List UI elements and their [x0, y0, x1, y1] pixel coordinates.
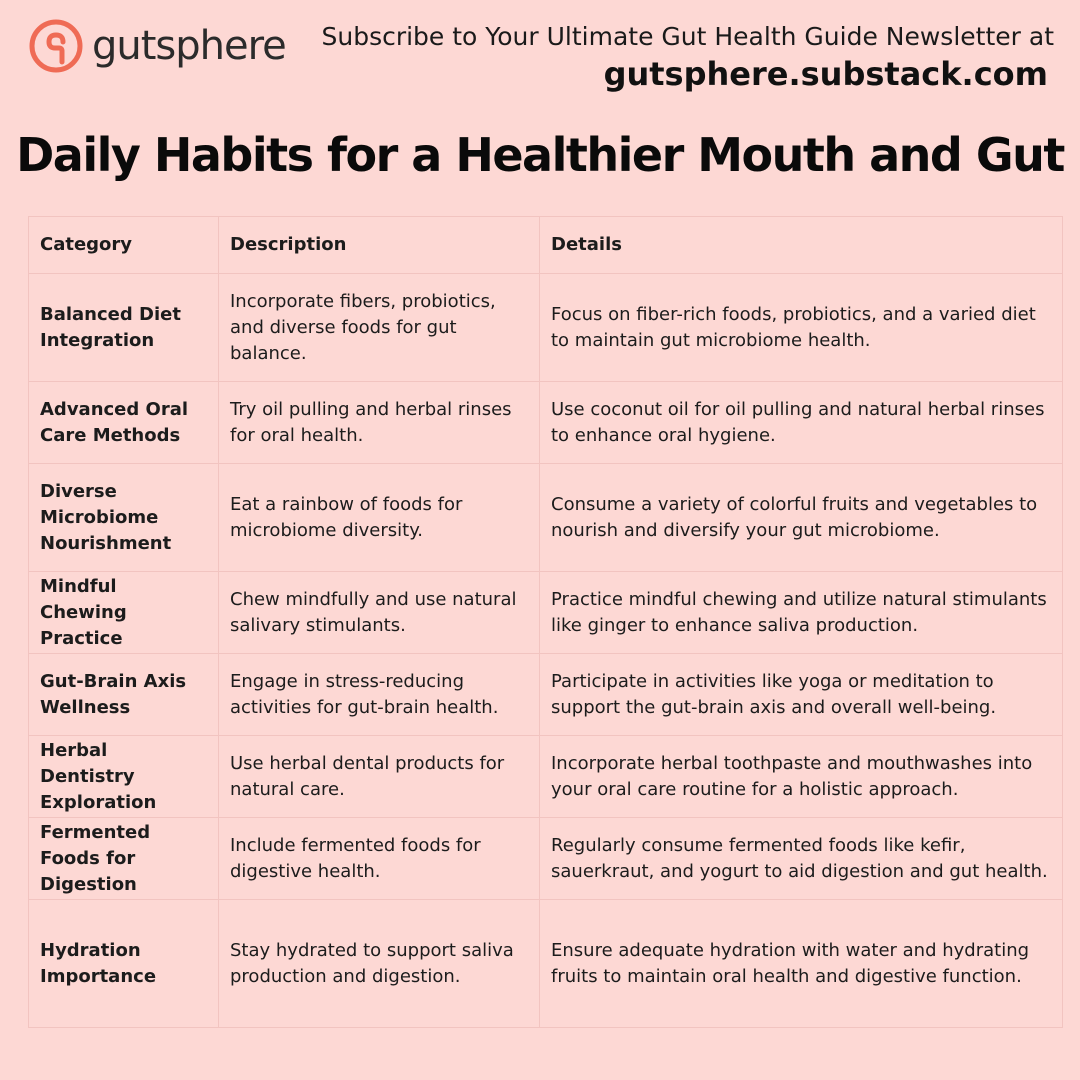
row-category: Diverse Microbiome Nourishment	[29, 464, 219, 572]
table-row	[29, 654, 1063, 736]
table-row	[29, 464, 1063, 572]
column-header-category: Category	[29, 217, 219, 274]
newsletter-url[interactable]: gutsphere.substack.com	[603, 55, 1048, 93]
subscribe-banner	[294, 20, 1054, 94]
row-details: Use coconut oil for oil pulling and natural herbal rinses to enhance oral hygiene.	[540, 382, 1063, 464]
table-row	[29, 818, 1063, 900]
row-description: Engage in stress-reducing activities for gut-brain health.	[219, 654, 540, 736]
table-row	[29, 900, 1063, 1028]
table-row	[29, 382, 1063, 464]
page-title: Daily Habits for a Healthier Mouth and Gut	[16, 128, 1064, 182]
row-details: Incorporate herbal toothpaste and mouthwashes into your oral care routine for a holistic approach.	[540, 736, 1063, 818]
habits-table	[28, 216, 1063, 1028]
row-details: Ensure adequate hydration with water and hydrating fruits to maintain oral health and digestive function.	[540, 900, 1063, 1028]
row-details: Focus on fiber-rich foods, probiotics, and a varied diet to maintain gut microbiome health.	[540, 274, 1063, 382]
row-description: Incorporate fibers, probiotics, and diverse foods for gut balance.	[219, 274, 540, 382]
column-header-details: Details	[540, 217, 1063, 274]
row-description: Use herbal dental products for natural care.	[219, 736, 540, 818]
gutsphere-logo-icon	[28, 18, 84, 74]
table-row	[29, 736, 1063, 818]
subscribe-text: Subscribe to Your Ultimate Gut Health Guide Newsletter at	[321, 22, 1054, 51]
row-category: Hydration Importance	[29, 900, 219, 1028]
row-category: Balanced Diet Integration	[29, 274, 219, 382]
row-description: Try oil pulling and herbal rinses for oral health.	[219, 382, 540, 464]
brand-logo	[28, 18, 286, 74]
row-description: Include fermented foods for digestive health.	[219, 818, 540, 900]
column-header-description: Description	[219, 217, 540, 274]
row-description: Stay hydrated to support saliva production and digestion.	[219, 900, 540, 1028]
row-category: Herbal Dentistry Exploration	[29, 736, 219, 818]
row-details: Participate in activities like yoga or meditation to support the gut-brain axis and overall well-being.	[540, 654, 1063, 736]
row-details: Regularly consume fermented foods like kefir, sauerkraut, and yogurt to aid digestion and gut health.	[540, 818, 1063, 900]
row-category: Gut-Brain Axis Wellness	[29, 654, 219, 736]
row-description: Chew mindfully and use natural salivary stimulants.	[219, 572, 540, 654]
table-header-row	[29, 217, 1063, 274]
row-category: Fermented Foods for Digestion	[29, 818, 219, 900]
brand-name: gutsphere	[92, 23, 286, 69]
row-details: Consume a variety of colorful fruits and vegetables to nourish and diversify your gut microbiome.	[540, 464, 1063, 572]
row-category: Advanced Oral Care Methods	[29, 382, 219, 464]
table-row	[29, 274, 1063, 382]
table-row	[29, 572, 1063, 654]
row-description: Eat a rainbow of foods for microbiome diversity.	[219, 464, 540, 572]
row-category: Mindful Chewing Practice	[29, 572, 219, 654]
row-details: Practice mindful chewing and utilize natural stimulants like ginger to enhance saliva production.	[540, 572, 1063, 654]
